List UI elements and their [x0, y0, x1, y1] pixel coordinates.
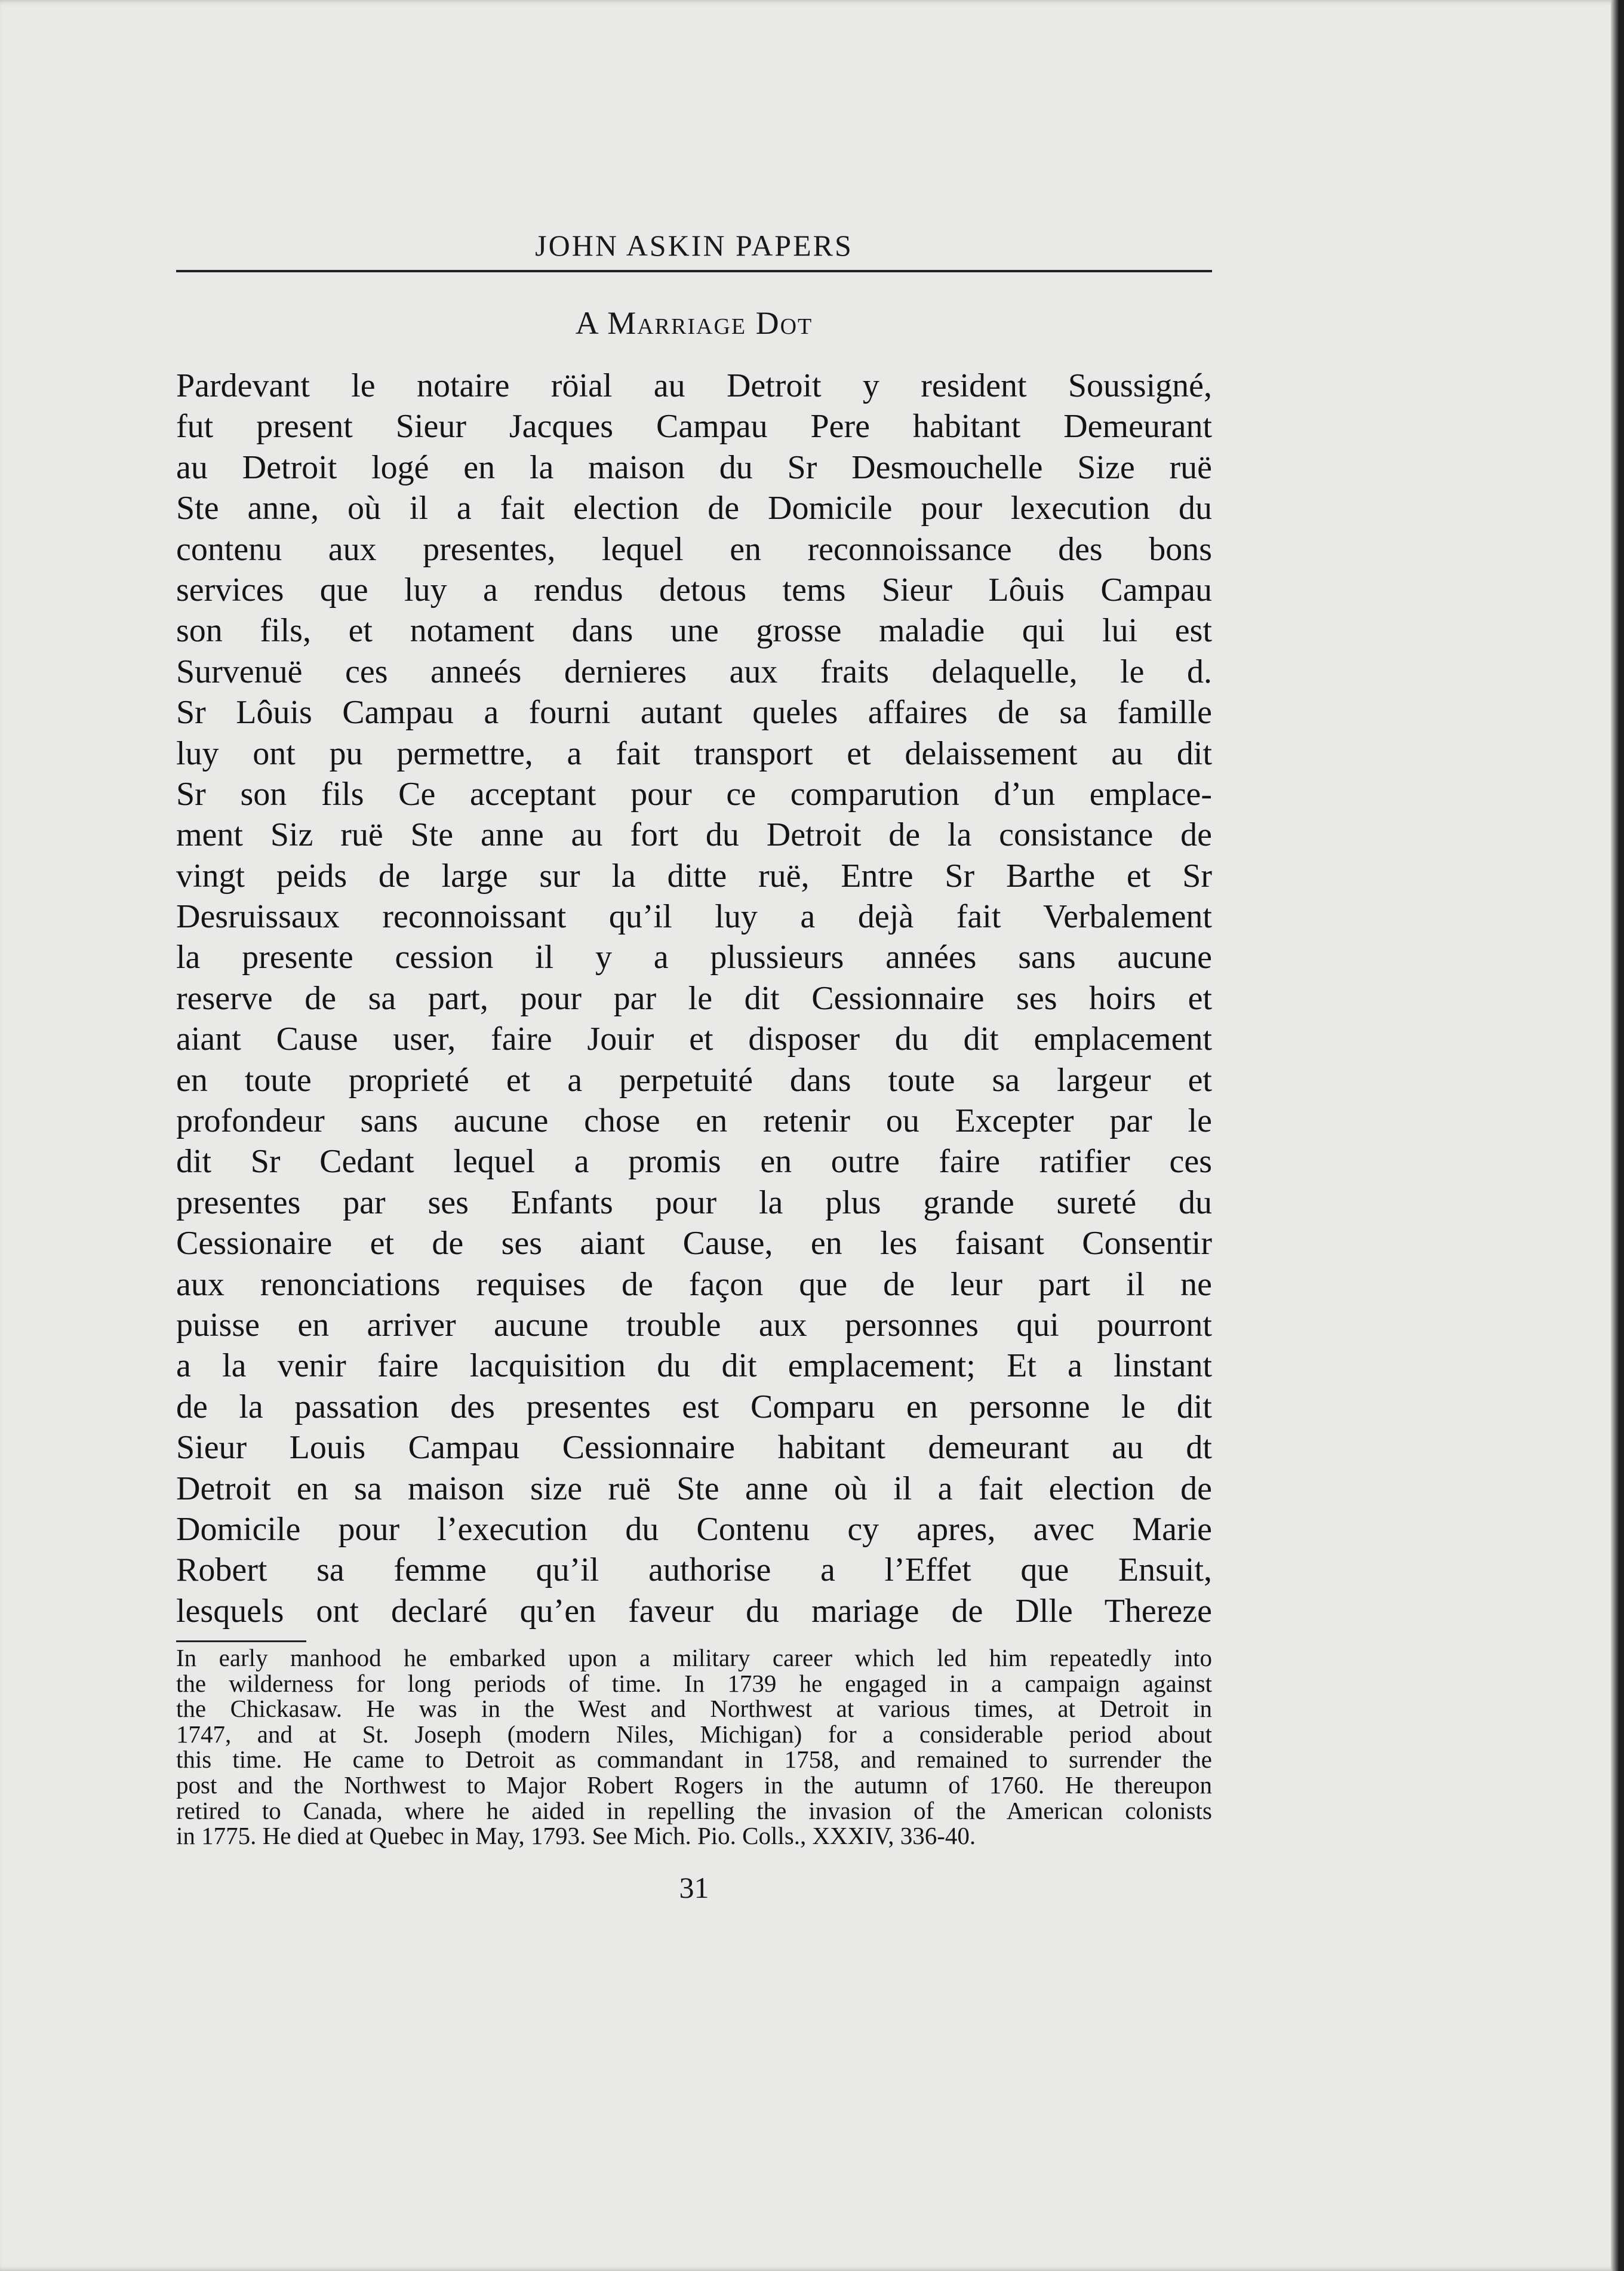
footnote-line: 1747, and at St. Joseph (modern Niles, Michigan) for a considerable period about	[176, 1720, 1212, 1748]
body-line: profondeur sans aucune chose en retenir ou Excepter par le	[176, 1102, 1212, 1140]
footnote-line: retired to Canada, where he aided in repelling the invasion of the American colonists	[176, 1796, 1212, 1824]
body-line: Pardevant le notaire röial au Detroit y resident Soussigné,	[176, 367, 1212, 404]
section-title: A Marriage Dot	[575, 305, 813, 341]
body-line: Detroit en sa maison size ruë Ste anne où il a fait election de	[176, 1470, 1212, 1507]
running-head: JOHN ASKIN PAPERS	[535, 229, 853, 262]
body-line: vingt peids de large sur la ditte ruë, Entre Sr Barthe et Sr	[176, 857, 1212, 895]
body-line: Ste anne, où il a fait election de Domicile pour lexecution du	[176, 490, 1212, 527]
footnote-text	[176, 1645, 1212, 1849]
body-line: presentes par ses Enfants pour la plus grande sureté du	[176, 1184, 1212, 1221]
body-line: puisse en arriver aucune trouble aux personnes qui pourront	[176, 1306, 1212, 1344]
body-line: Desruissaux reconnoissant qu’il luy a dejà fait Verbalement	[176, 898, 1212, 936]
body-line: Domicile pour l’execution du Contenu cy apres, avec Marie	[176, 1510, 1212, 1548]
body-line: de la passation des presentes est Comparu en personne le dit	[176, 1388, 1212, 1425]
body-line: aux renonciations requises de façon que de leur part il ne	[176, 1265, 1212, 1303]
body-line: Sr Lôuis Campau a fourni autant queles affaires de sa famille	[176, 694, 1212, 732]
body-line: au Detroit logé en la maison du Sr Desmouchelle Size ruë	[176, 448, 1212, 486]
body-line: Robert sa femme qu’il authorise a l’Effet que Ensuit,	[176, 1551, 1212, 1589]
body-line: Sieur Louis Campau Cessionnaire habitant demeurant au dt	[176, 1429, 1212, 1467]
body-line: ment Siz ruë Ste anne au fort du Detroit de la consistance de	[176, 816, 1212, 854]
body-line: fut present Sieur Jacques Campau Pere habitant Demeurant	[176, 408, 1212, 445]
body-line: services que luy a rendus detous tems Sieur Lôuis Campau	[176, 571, 1212, 609]
body-line: Sr son fils Ce acceptant pour ce comparution d’un emplace-	[176, 775, 1212, 813]
footnote-line: the Chickasaw. He was in the West and Northwest at various times, at Detroit in	[176, 1695, 1212, 1723]
body-line: dit Sr Cedant lequel a promis en outre faire ratifier ces	[176, 1143, 1212, 1181]
page-edge-shadow	[1611, 0, 1619, 2271]
header-rule	[176, 270, 1212, 272]
body-text	[176, 365, 1212, 1631]
footnote-line: post and the Northwest to Major Robert Rogers in the autumn of 1760. He thereupon	[176, 1771, 1212, 1799]
body-line: aiant Cause user, faire Jouir et disposer du dit emplacement	[176, 1021, 1212, 1058]
footnote-line: in 1775. He died at Quebec in May, 1793. See Mich. Pio. Colls., XXXIV, 336-40.	[176, 1822, 976, 1850]
body-line: a la venir faire lacquisition du dit emplacement; Et a linstant	[176, 1347, 1212, 1385]
body-line: en toute proprieté et a perpetuité dans toute sa largeur et	[176, 1061, 1212, 1099]
footnote-rule	[176, 1640, 306, 1642]
body-line: la presente cession il y a plussieurs années sans aucune	[176, 939, 1212, 976]
footnote-line: In early manhood he embarked upon a military career which led him repeatedly into	[176, 1644, 1212, 1671]
body-line: lesquels ont declaré qu’en faveur du mariage de Dlle Thereze	[176, 1592, 1212, 1630]
body-line: contenu aux presentes, lequel en reconnoissance des bons	[176, 530, 1212, 568]
footnote-line: this time. He came to Detroit as commandant in 1758, and remained to surrender the	[176, 1745, 1212, 1774]
body-line: luy ont pu permettre, a fait transport et delaissement au dit	[176, 735, 1212, 772]
body-line: reserve de sa part, pour par le dit Cessionnaire ses hoirs et	[176, 979, 1212, 1017]
page-number: 31	[679, 1871, 709, 1904]
body-line: Survenuë ces anneés dernieres aux fraits delaquelle, le d.	[176, 653, 1212, 690]
footnote-line: the wilderness for long periods of time. In 1739 he engaged in a campaign against	[176, 1669, 1212, 1697]
body-line: Cessionaire et de ses aiant Cause, en les faisant Consentir	[176, 1225, 1212, 1262]
body-line: son fils, et notament dans une grosse maladie qui lui est	[176, 612, 1212, 650]
